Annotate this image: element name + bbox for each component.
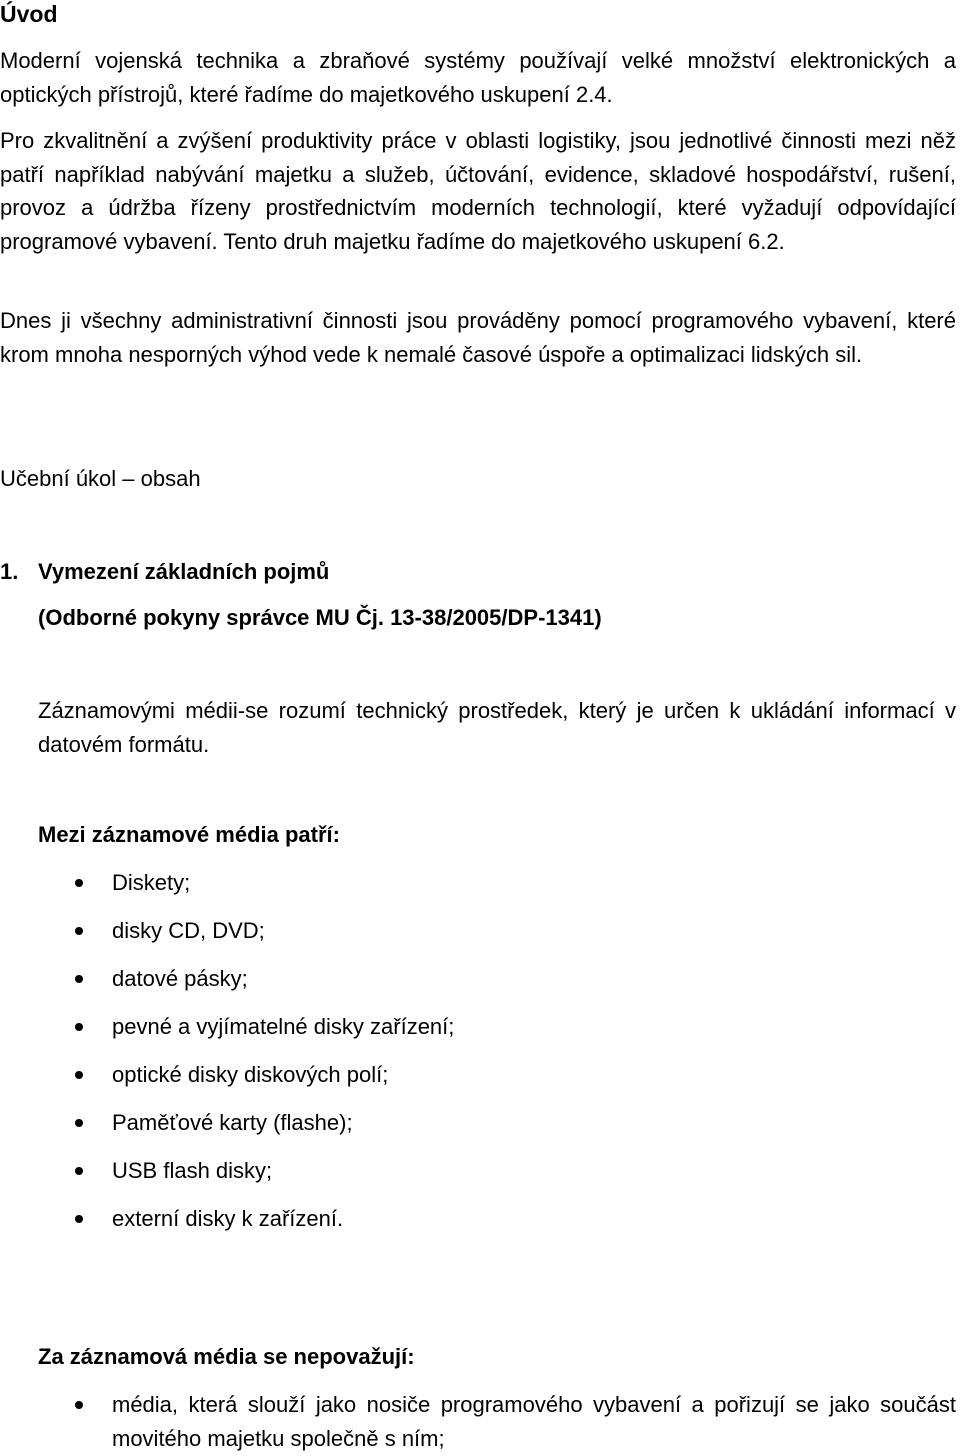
media-excluded-list xyxy=(0,1388,956,1456)
numbered-heading xyxy=(0,557,329,587)
bullet-icon xyxy=(75,879,83,887)
bullet-icon xyxy=(75,1071,83,1079)
definition-paragraph: Záznamovými médii-se rozumí technický prostředek, který je určen k ukládání informací v datovém formátu. xyxy=(38,698,956,757)
bullet-icon xyxy=(75,1215,83,1223)
intro-paragraph-1: Moderní vojenská technika a zbraňové systémy používají velké množství elektronických a optických přístrojů, které řadíme do majetkového uskupení 2.4. xyxy=(0,48,956,107)
list-item: pevné a vyjímatelné disky zařízení; xyxy=(0,1010,454,1058)
intro-paragraph-3: Dnes ji všechny administrativní činnosti jsou prováděny pomocí programového vybavení, které krom mnoha nesporných výhod vede k nemalé časové úspoře a optimalizaci lidských sil. xyxy=(0,308,956,367)
list-item: externí disky k zařízení. xyxy=(0,1202,454,1250)
list-item: USB flash disky; xyxy=(0,1154,454,1202)
list-item: média, která slouží jako nosiče programového vybavení a pořizují se jako součást movitého majetku společně s ním; xyxy=(0,1388,956,1456)
list-item: datové pásky; xyxy=(0,962,454,1010)
reference-subheading: (Odborné pokyny správce MU Čj. 13-38/2005/DP-1341) xyxy=(38,605,602,630)
bullet-icon xyxy=(75,975,83,983)
media-included-list xyxy=(0,866,454,1250)
bullet-icon xyxy=(75,1167,83,1175)
bullet-icon xyxy=(75,1119,83,1127)
list-item: Diskety; xyxy=(0,866,454,914)
heading-number: 1. xyxy=(0,559,19,584)
bullet-icon xyxy=(75,927,83,935)
bullet-icon xyxy=(75,1023,83,1031)
list-item: disky CD, DVD; xyxy=(0,914,454,962)
bullet-icon xyxy=(75,1401,83,1409)
media-excluded-label: Za záznamová média se nepovažují: xyxy=(38,1344,415,1369)
list-item: optické disky diskových polí; xyxy=(0,1058,454,1106)
heading-text: Vymezení základních pojmů xyxy=(38,559,330,584)
media-included-label: Mezi záznamové média patří: xyxy=(38,822,340,847)
intro-paragraph-2: Pro zkvalitnění a zvýšení produktivity práce v oblasti logistiky, jsou jednotlivé činnosti mezi něž patří například nabývání majetku a služeb, účtování, evidence, skladové hospodářství, rušení, provoz a údržba řízeny prostřednictvím moderních technologií, které vyžadují odpovídající programové vybavení. Tento druh majetku řadíme do majetkového uskupení 6.2. xyxy=(0,128,956,254)
list-item: Paměťové karty (flashe); xyxy=(0,1106,454,1154)
section-label: Učební úkol – obsah xyxy=(0,466,201,491)
document-heading: Úvod xyxy=(0,1,58,27)
